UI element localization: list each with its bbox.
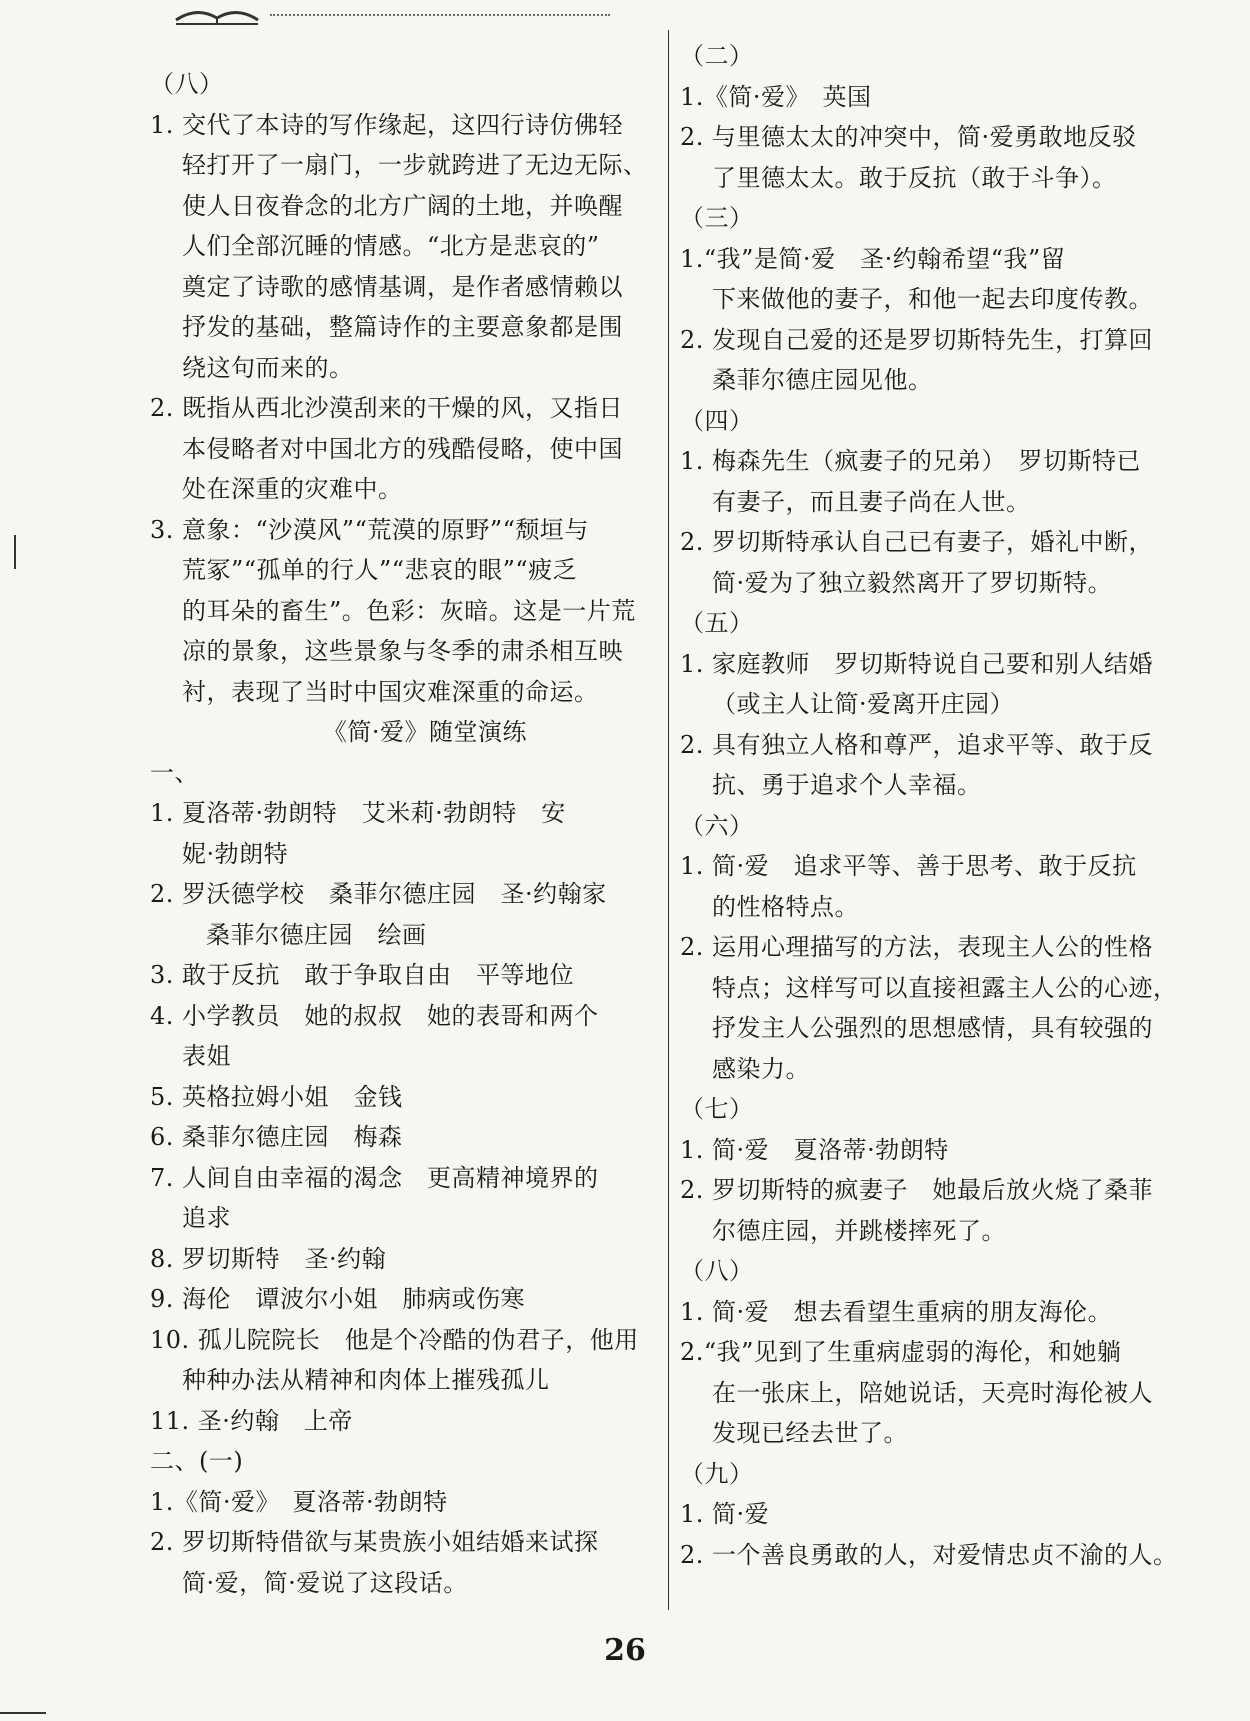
answer-line: 下来做他的妻子，和他一起去印度传教。 (712, 285, 1153, 313)
answer-line: 1.《简·爱》 英国 (680, 82, 872, 111)
answer-line: 8. 罗切斯特 圣·约翰 (150, 1244, 387, 1273)
answer-line: 绕这句而来的。 (182, 353, 354, 382)
answer-line: 发现已经去世了。 (712, 1419, 908, 1447)
answer-line: 2. 与里德太太的冲突中，简·爱勇敢地反驳 (680, 123, 1137, 151)
answer-line: 处在深重的灾难中。 (182, 475, 403, 503)
answer-line: 奠定了诗歌的感情基调，是作者感情赖以 (182, 272, 623, 301)
answer-line: 抗、勇于追求个人幸福。 (712, 771, 982, 799)
section-heading: （四） (680, 406, 754, 435)
answer-line: 1. 简·爱 想去看望生重病的朋友海伦。 (680, 1297, 1113, 1326)
answer-line: 人们全部沉睡的情感。“北方是悲哀的” (182, 232, 600, 260)
answer-line: 2. 罗沃德学校 桑菲尔德庄园 圣·约翰家 (150, 880, 607, 908)
answer-line: 1. 夏洛蒂·勃朗特 艾米莉·勃朗特 安 (150, 799, 566, 827)
answer-line: 11. 圣·约翰 上帝 (150, 1406, 353, 1435)
section-heading: 一、 (150, 758, 199, 787)
answer-line: 2. 罗切斯特承认自己已有妻子，婚礼中断， (680, 528, 1154, 556)
answer-line: 5. 英格拉姆小姐 金钱 (150, 1082, 403, 1111)
header-book-ornament (172, 0, 262, 26)
answer-line: 简·爱为了独立毅然离开了罗切斯特。 (712, 568, 1113, 597)
answer-line: 表姐 (182, 1042, 231, 1070)
answer-line: 2. 具有独立人格和尊严，追求平等、敢于反 (680, 730, 1154, 759)
right-column (680, 36, 1200, 1575)
header-dotted-rule (270, 14, 610, 16)
answer-line: 2. 运用心理描写的方法，表现主人公的性格 (680, 933, 1154, 961)
answer-line: 追求 (182, 1204, 231, 1232)
answer-line: 2. 既指从西北沙漠刮来的干燥的风，又指日 (150, 394, 624, 422)
answer-line: 抒发的基础，整篇诗作的主要意象都是围 (182, 313, 623, 341)
answer-line: 桑菲尔德庄园 绘画 (206, 920, 427, 949)
answer-line: 在一张床上，陪她说话，天亮时海伦被人 (712, 1378, 1153, 1407)
answer-line: 1. 简·爱 夏洛蒂·勃朗特 (680, 1135, 949, 1164)
answer-line: 的性格特点。 (712, 892, 859, 921)
answer-line: 凉的景象，这些景象与冬季的肃杀相互映 (182, 637, 623, 665)
section-heading: （九） (680, 1459, 754, 1488)
answer-line: 的耳朵的畜生”。色彩：灰暗。这是一片荒 (182, 596, 636, 625)
answer-line: 10. 孤儿院院长 他是个冷酷的伪君子，他用 (150, 1325, 639, 1354)
section-heading: （六） (680, 811, 754, 840)
page-edge-mark (14, 535, 16, 569)
section-heading: （五） (680, 609, 754, 637)
answer-line: 种种办法从精神和肉体上摧残孤儿 (182, 1366, 550, 1394)
left-column (150, 64, 670, 1603)
answer-line: 1. 简·爱 追求平等、善于思考、敢于反抗 (680, 852, 1137, 880)
answer-line: 1.《简·爱》 夏洛蒂·勃朗特 (150, 1487, 448, 1516)
answer-line: 了里德太太。敢于反抗（敢于斗争）。 (712, 163, 1117, 192)
answer-line: 2. 罗切斯特的疯妻子 她最后放火烧了桑菲 (680, 1176, 1154, 1204)
section-title: 《简·爱》随堂演练 (322, 718, 528, 746)
answer-line: 6. 桑菲尔德庄园 梅森 (150, 1123, 403, 1151)
answer-line: 1.“我”是简·爱 圣·约翰希望“我”留 (680, 244, 1066, 273)
section-heading: （七） (680, 1095, 754, 1123)
section-heading: （八） (680, 1257, 754, 1285)
answer-line: 9. 海伦 谭波尔小姐 肺病或伤寒 (150, 1285, 526, 1313)
answer-line: 2. 罗切斯特借欲与某贵族小姐结婚来试探 (150, 1528, 599, 1556)
section-heading: （三） (680, 204, 754, 232)
answer-line: 桑菲尔德庄园见他。 (712, 366, 933, 394)
answer-line: 衬，表现了当时中国灾难深重的命运。 (182, 677, 599, 706)
answer-line: 1. 简·爱 (680, 1500, 770, 1528)
answer-line: 有妻子，而且妻子尚在人世。 (712, 487, 1031, 516)
answer-line: 尔德庄园，并跳楼摔死了。 (712, 1216, 1006, 1245)
answer-line: 荒冢”“孤单的行人”“悲哀的眼”“疲乏 (182, 556, 578, 584)
answer-line: 1. 家庭教师 罗切斯特说自己要和别人结婚 (680, 649, 1154, 678)
answer-line: 3. 意象：“沙漠风”“荒漠的原野”“颓垣与 (150, 515, 589, 544)
answer-line: 4. 小学教员 她的叔叔 她的表哥和两个 (150, 1001, 599, 1030)
answer-line: 轻打开了一扇门，一步就跨进了无边无际、 (182, 151, 648, 179)
section-heading: 二、(一) (150, 1447, 244, 1475)
answer-line: 7. 人间自由幸福的渴念 更高精神境界的 (150, 1163, 599, 1192)
answer-line: 抒发主人公强烈的思想感情，具有较强的 (712, 1014, 1153, 1042)
page-number: 26 (604, 1633, 646, 1668)
answer-line: （或主人让简·爱离开庄园） (712, 690, 1015, 718)
answer-line: 简·爱，简·爱说了这段话。 (182, 1568, 468, 1597)
answer-line: 妮·勃朗特 (182, 839, 289, 868)
answer-line: 本侵略者对中国北方的残酷侵略，使中国 (182, 434, 623, 463)
section-heading: （八） (150, 70, 224, 98)
answer-line: 感染力。 (712, 1054, 810, 1083)
answer-line: 3. 敢于反抗 敢于争取自由 平等地位 (150, 961, 575, 989)
answer-line: 2.“我”见到了生重病虚弱的海伦，和她躺 (680, 1338, 1122, 1366)
answer-line: 2. 发现自己爱的还是罗切斯特先生，打算回 (680, 325, 1154, 354)
footer-mark (0, 1712, 46, 1714)
answer-line: 特点；这样写可以直接袒露主人公的心迹， (712, 973, 1178, 1002)
answer-line: 使人日夜眷念的北方广阔的土地，并唤醒 (182, 191, 623, 220)
answer-line: 2. 一个善良勇敢的人，对爱情忠贞不渝的人。 (680, 1540, 1178, 1569)
answer-line: 1. 交代了本诗的写作缘起，这四行诗仿佛轻 (150, 110, 624, 139)
section-heading: （二） (680, 42, 754, 70)
answer-line: 1. 梅森先生（疯妻子的兄弟） 罗切斯特已 (680, 447, 1142, 475)
